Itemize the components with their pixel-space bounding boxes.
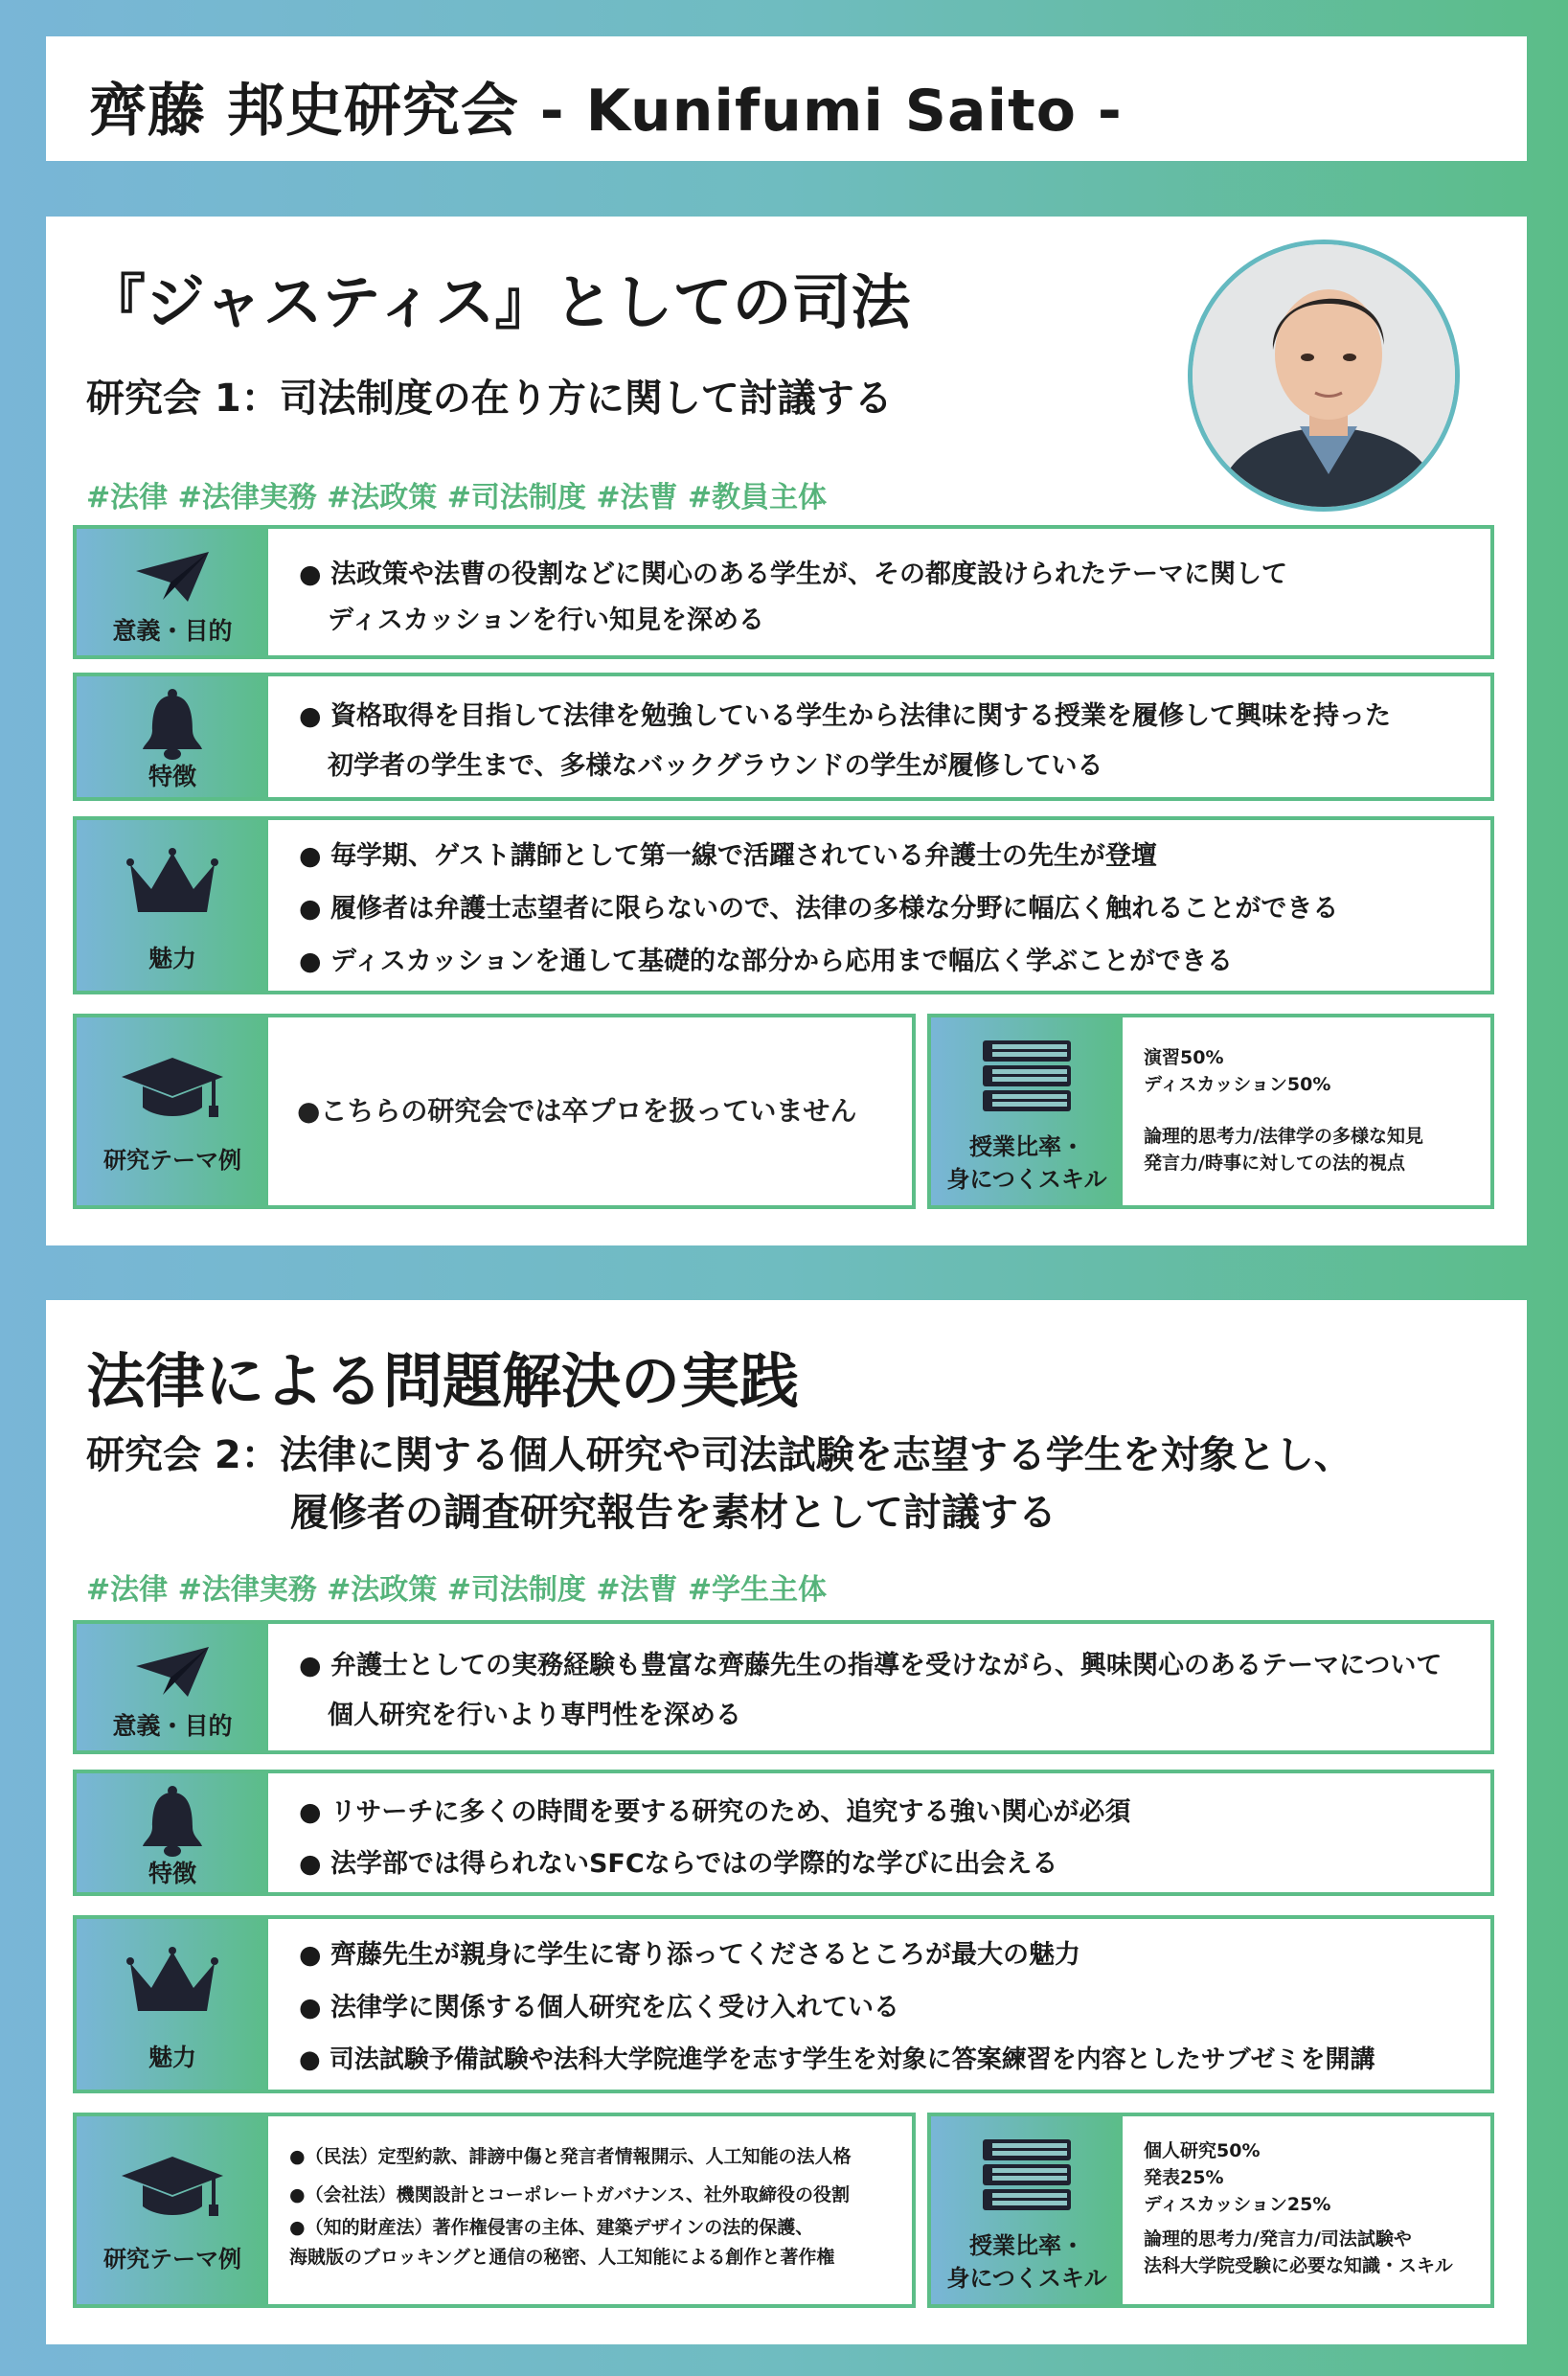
skill-values <box>1144 1123 1423 1177</box>
appeal-item: ● 履修者は弁護士志望者に限らないので、法律の多様な分野に幅広く触れることができる <box>299 894 1339 924</box>
themes-cell <box>77 2116 268 2304</box>
seminar-2-subtitle-line: 履修者の調査研究報告を素材として討議する <box>290 1491 1057 1535</box>
crown-icon <box>126 847 218 920</box>
bell-icon <box>139 688 206 761</box>
appeal-list <box>299 830 1475 988</box>
purpose-line: ● 法政策や法曹の役割などに関心のある学生が、その都度設けられたテーマに関して <box>299 560 1287 589</box>
ratio-label-line: 授業比率・ <box>969 2232 1084 2259</box>
ratio-line: ディスカッション25% <box>1144 2194 1331 2215</box>
appeal-item: ● 毎学期、ゲスト講師として第一線で活躍されている弁護士の先生が登壇 <box>299 841 1157 871</box>
skill-values <box>1144 2226 1453 2279</box>
themes-label: 研究テーマ例 <box>103 2246 241 2273</box>
ratio-cell <box>931 1017 1123 1205</box>
graduation-cap-icon <box>120 1056 225 1121</box>
paper-plane-icon <box>134 550 211 604</box>
features-item: ● リサーチに多くの時間を要する研究のため、追究する強い関心が必須 <box>299 1797 1131 1827</box>
skill-line: 法科大学院受験に必要な知識・スキル <box>1144 2255 1453 2276</box>
seminar-1-appeal-row <box>73 816 1494 994</box>
ratio-line: 発表25% <box>1144 2167 1224 2188</box>
books-icon <box>979 1039 1075 1115</box>
seminar-1-ratio-box <box>927 1014 1494 1209</box>
appeal-label: 魅力 <box>148 2044 196 2071</box>
seminar-1-subtitle-line: 研究会 1：司法制度の在り方に関して討議する <box>86 377 893 421</box>
features-text <box>299 692 1475 791</box>
skill-line: 発言力/時事に対しての法的視点 <box>1144 1153 1405 1174</box>
ratio-cell <box>931 2116 1123 2304</box>
appeal-label: 魅力 <box>148 945 196 972</box>
paper-plane-icon <box>134 1645 211 1699</box>
themes-label: 研究テーマ例 <box>103 1147 241 1174</box>
purpose-label: 意義・目的 <box>112 617 233 645</box>
ratio-line: ディスカッション50% <box>1144 1074 1331 1095</box>
graduation-cap-icon <box>120 2155 225 2220</box>
ratio-label-line: 身につくスキル <box>946 2265 1107 2292</box>
themes-cell <box>77 1017 268 1205</box>
features-list <box>299 1787 1475 1890</box>
themes-list <box>289 2137 852 2273</box>
seminar-1-title: 『ジャスティス』としての司法 <box>86 267 911 337</box>
themes-item: ●こちらの研究会では卒プロを扱っていません <box>297 1095 857 1127</box>
seminar-2-features-row <box>73 1770 1494 1896</box>
purpose-line: ディスカッションを行い知見を深める <box>328 605 765 635</box>
appeal-item: ● ディスカッションを通して基礎的な部分から応用まで幅広く学ぶことができる <box>299 947 1233 976</box>
seminar-1-features-row <box>73 673 1494 801</box>
ratio-line: 演習50% <box>1144 1047 1224 1068</box>
title-bar <box>46 36 1527 161</box>
seminar-2-panel <box>46 1300 1527 2344</box>
seminar-1-themes-box <box>73 1014 916 1209</box>
skill-line: 論理的思考力/法律学の多様な知見 <box>1144 1126 1423 1147</box>
ratio-line: 個人研究50% <box>1144 2140 1261 2161</box>
appeal-list <box>299 1929 1475 2087</box>
features-cell <box>77 676 268 797</box>
purpose-label: 意義・目的 <box>112 1712 233 1740</box>
purpose-line: ● 弁護士としての実務経験も豊富な齊藤先生の指導を受けながら、興味関心のあるテーマについて <box>299 1651 1443 1680</box>
appeal-item: ● 法律学に関係する個人研究を広く受け入れている <box>299 1993 899 2022</box>
purpose-text <box>299 1641 1475 1741</box>
seminar-1-purpose-row <box>73 525 1494 659</box>
ratio-label-line: 授業比率・ <box>969 1133 1084 1160</box>
ratio-values <box>1144 2137 1330 2218</box>
features-label: 特徴 <box>148 1860 196 1887</box>
seminar-2-subtitle <box>86 1427 1352 1542</box>
seminar-1-subtitle <box>86 370 893 427</box>
page-title: 齊藤 邦史研究会 - Kunifumi Saito - <box>89 78 1123 145</box>
seminar-2-subtitle-line: 研究会 2：法律に関する個人研究や司法試験を志望する学生を対象とし、 <box>86 1433 1352 1477</box>
crown-icon <box>126 1946 218 2019</box>
themes-line: ●（知的財産法）著作権侵害の主体、建築デザインの法的保護、 <box>289 2217 814 2238</box>
themes-line: ●（会社法）機関設計とコーポレートガバナンス、社外取締役の役割 <box>289 2184 851 2205</box>
appeal-item: ● 齊藤先生が親身に学生に寄り添ってくださるところが最大の魅力 <box>299 1940 1080 1970</box>
seminar-2-purpose-row <box>73 1620 1494 1754</box>
seminar-2-tags: #法律 #法律実務 #法政策 #司法制度 #法曹 #学生主体 <box>86 1573 828 1607</box>
seminar-2-title: 法律による問題解決の実践 <box>86 1346 800 1416</box>
themes-line: ●（民法）定型約款、誹謗中傷と発言者情報開示、人工知能の法人格 <box>289 2146 852 2167</box>
seminar-1-tags: #法律 #法律実務 #法政策 #司法制度 #法曹 #教員主体 <box>86 481 828 514</box>
ratio-label-line: 身につくスキル <box>946 1166 1107 1193</box>
themes-line: 海賊版のブロッキングと通信の秘密、人工知能による創作と著作権 <box>289 2247 835 2268</box>
seminar-2-themes-box <box>73 2113 916 2308</box>
features-line: 初学者の学生まで、多様なバックグラウンドの学生が履修している <box>328 751 1103 781</box>
seminar-1-panel <box>46 217 1527 1245</box>
skill-line: 論理的思考力/発言力/司法試験や <box>1144 2228 1412 2250</box>
books-icon <box>979 2137 1075 2214</box>
purpose-cell <box>77 1624 268 1750</box>
appeal-cell <box>77 1919 268 2090</box>
appeal-item: ● 司法試験予備試験や法科大学院進学を志す学生を対象に答案練習を内容としたサブゼミを開講 <box>299 2045 1375 2074</box>
features-label: 特徴 <box>148 763 196 790</box>
features-line: ● 資格取得を目指して法律を勉強している学生から法律に関する授業を履修して興味を持った <box>299 701 1391 731</box>
ratio-values <box>1144 1044 1330 1098</box>
features-item: ● 法学部では得られないSFCならではの学際的な学びに出会える <box>299 1849 1058 1879</box>
seminar-2-ratio-box <box>927 2113 1494 2308</box>
bell-icon <box>139 1785 206 1858</box>
seminar-2-appeal-row <box>73 1915 1494 2093</box>
appeal-cell <box>77 820 268 991</box>
purpose-text <box>299 552 1475 644</box>
purpose-cell <box>77 529 268 655</box>
professor-photo <box>1188 240 1460 512</box>
features-cell <box>77 1773 268 1892</box>
purpose-line: 個人研究を行いより専門性を深める <box>328 1701 741 1730</box>
